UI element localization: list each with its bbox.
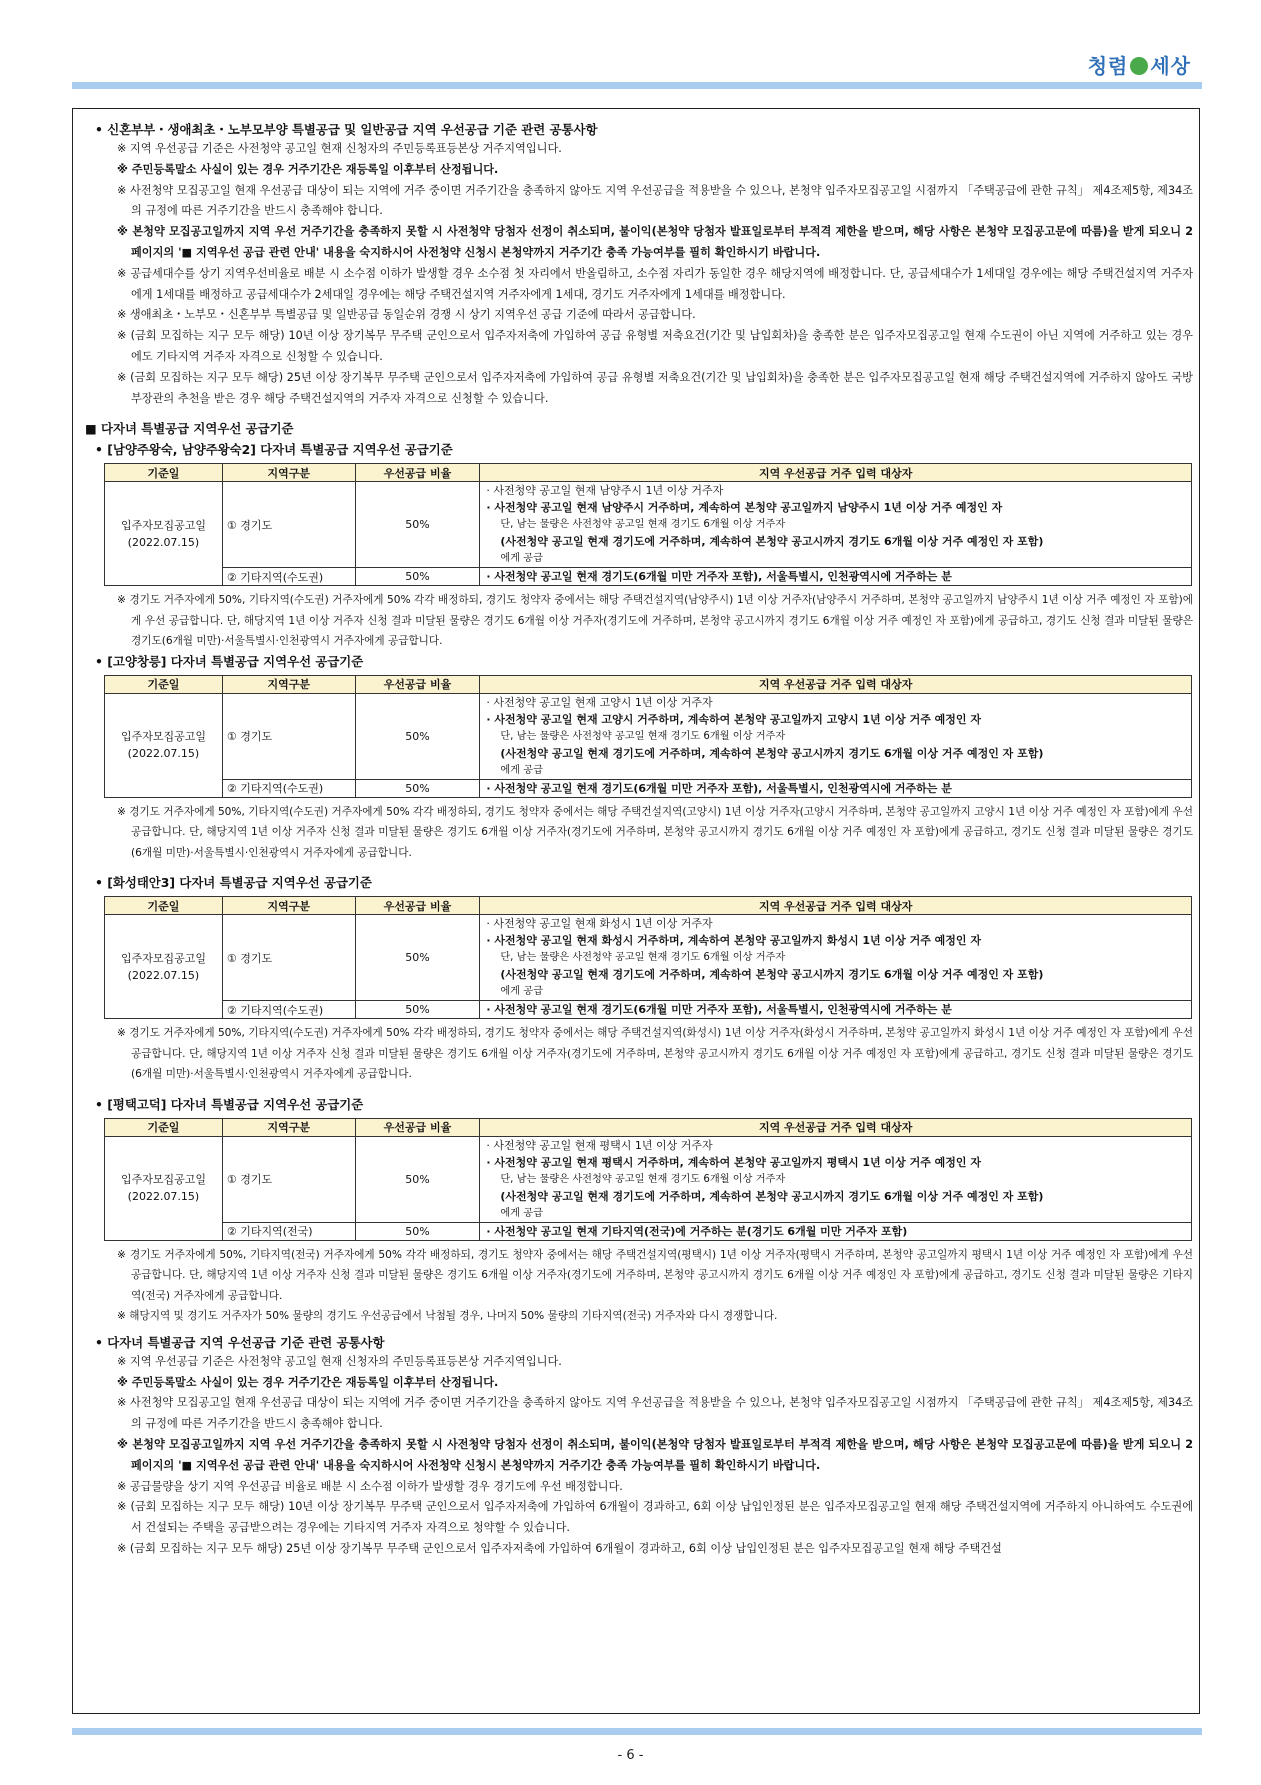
table-header-cell: 기준일 — [105, 675, 223, 693]
ratio-cell: 50% — [355, 693, 480, 779]
note-item: ※ (금회 모집하는 지구 모두 해당) 25년 이상 장기복무 무주택 군인으로서 입주자저축에 가입하여 6개월이 경과하고, 6회 이상 납입인정된 분은 입주자모집공고일 현재 해당 주택건설 — [117, 1542, 1002, 1556]
district-title: • [평택고덕] 다자녀 특별공급 지역우선 공급기준 — [95, 1096, 364, 1112]
top-rule — [72, 82, 1202, 89]
target-line: · 사전청약 공고일 현재 평택시 1년 이상 거주자 — [486, 1138, 713, 1152]
table-header-cell: 우선공급 비율 — [355, 897, 480, 915]
target-line: · 사전청약 공고일 현재 기타지역(전국)에 거주하는 분(경기도 6개월 미만 거주자 포함) — [486, 1224, 908, 1238]
base-date-value: (2022.07.15) — [127, 1190, 200, 1204]
table-header-cell: 우선공급 비율 — [355, 464, 480, 482]
multi-common-section-title: • 다자녀 특별공급 지역 우선공급 기준 관련 공통사항 — [95, 1334, 385, 1350]
table-header-cell: 지역 우선공급 거주 입력 대상자 — [480, 675, 1192, 693]
common-section-title: • 신혼부부・생애최초・노부모부양 특별공급 및 일반공급 지역 우선공급 기준 관련 공통사항 — [95, 122, 598, 137]
base-date-label: 입주자모집공고일 — [120, 1173, 206, 1187]
ratio-cell: 50% — [355, 1136, 480, 1222]
note-item: ※ 공급물량을 상기 지역 우선공급 비율로 배분 시 소수점 이하가 발생할 경우 경기도에 우선 배정합니다. — [117, 1479, 623, 1493]
note-item: ※ (금회 모집하는 지구 모두 해당) 25년 이상 장기복무 무주택 군인으로서 입주자저축에 가입하여 공급 유형별 저축요건(기간 및 납입회차)을 충족한 분은 입주자모집공고일 현재 해당 주택건설지역에 거주하지 않아도 국방부장관의 추천을 받은 경우 해당 주택건설지역의 거주자 자격으로 신청할 수 있습니다. — [117, 370, 1193, 405]
region-cell: ② 기타지역(전국) — [222, 1222, 355, 1240]
target-line: (사전청약 공고일 현재 경기도에 거주하며, 계속하여 본청약 공고시까지 경기도 6개월 이상 거주 예정인 자 포함) — [500, 535, 1044, 549]
target-cell — [480, 693, 1192, 779]
region-cell: ① 경기도 — [222, 693, 355, 779]
note-item: ※ 지역 우선공급 기준은 사전청약 공고일 현재 신청자의 주민등록표등본상 거주지역입니다. — [117, 142, 562, 155]
target-line: 에게 공급 — [500, 1207, 543, 1219]
note-item: ※ 주민등록말소 사실이 있는 경우 거주기간은 재등록일 이후부터 산정됩니다. — [117, 162, 499, 176]
region-cell: ① 경기도 — [222, 1136, 355, 1222]
base-date-cell — [105, 482, 223, 586]
table-header-cell: 지역구분 — [222, 897, 355, 915]
note-item: ※ 주민등록말소 사실이 있는 경우 거주기간은 재등록일 이후부터 산정됩니다. — [117, 1375, 499, 1389]
district-note: ※ 경기도 거주자에게 50%, 기타지역(수도권) 거주자에게 50% 각각 배정하되, 경기도 청약자 중에서는 해당 주택건설지역(화성시) 1년 이상 거주자(화성시 거주하며, 본청약 공고일까지 화성시 1년 이상 거주 예정인 자 포함)에게 우선 공급합니다. 단, 해당지역 1년 이상 거주자 신청 결과 미달된 물량은 경기도 6개월 이상 거주자(경기도에 거주하며, 본청약 공고시까지 경기도 6개월 이상 거주 예정인 자 포함)에게 공급하고, 경기도 신청 결과 미달된 물량은 경기도(6개월 미만)·서울특별시·인천광역시 거주자에게 공급합니다. — [117, 1027, 1193, 1081]
target-cell — [480, 779, 1192, 797]
target-cell — [480, 482, 1192, 568]
target-line: 에게 공급 — [500, 553, 543, 565]
note-item: ※ 본청약 모집공고일까지 지역 우선 거주기간을 충족하지 못할 시 사전청약 당첨자 선정이 취소되며, 불이익(본청약 당첨자 발표일로부터 부적격 제한을 받으며, 해당 사항은 본청약 모집공고문에 따름)을 받게 되오니 2페이지의 '■ 지역우선 공급 관련 안내' 내용을 숙지하시어 사전청약 신청시 본청약까지 거주기간 충족 가능여부를 필히 확인하시기 바랍니다. — [117, 1438, 1193, 1472]
target-line: 단, 남는 물량은 사전청약 공고일 현재 경기도 6개월 이상 거주자 — [500, 519, 786, 531]
target-line: · 사전청약 공고일 현재 남양주시 1년 이상 거주자 — [486, 484, 724, 498]
base-date-cell — [105, 693, 223, 797]
integrity-logo — [1088, 50, 1191, 79]
common-notes — [83, 139, 1193, 409]
target-line: · 사전청약 공고일 현재 고양시 1년 이상 거주자 — [486, 695, 713, 709]
multi-child-section-title: ■ 다자녀 특별공급 지역우선 공급기준 — [85, 421, 294, 437]
region-cell: ② 기타지역(수도권) — [222, 568, 355, 586]
base-date-value: (2022.07.15) — [127, 968, 200, 982]
target-line: · 사전청약 공고일 현재 경기도(6개월 미만 거주자 포함), 서울특별시, 인천광역시에 거주하는 분 — [486, 781, 952, 795]
target-line: · 사전청약 공고일 현재 남양주시 거주하며, 계속하여 본청약 공고일까지 남양주시 1년 이상 거주 예정인 자 — [486, 501, 1003, 515]
logo-text-left: 청렴 — [1087, 54, 1129, 78]
table-header-cell: 지역 우선공급 거주 입력 대상자 — [480, 464, 1192, 482]
ratio-cell: 50% — [355, 915, 480, 1001]
note-item: ※ 지역 우선공급 기준은 사전청약 공고일 현재 신청자의 주민등록표등본상 거주지역입니다. — [117, 1354, 562, 1368]
target-line: (사전청약 공고일 현재 경기도에 거주하며, 계속하여 본청약 공고시까지 경기도 6개월 이상 거주 예정인 자 포함) — [500, 968, 1044, 982]
supply-table — [104, 896, 1192, 1019]
bottom-rule — [72, 1728, 1202, 1735]
target-line: · 사전청약 공고일 현재 화성시 거주하며, 계속하여 본청약 공고일까지 화성시 1년 이상 거주 예정인 자 — [486, 934, 982, 948]
logo-text-right: 세상 — [1150, 54, 1191, 78]
target-line: 에게 공급 — [500, 764, 543, 776]
district-note: ※ 경기도 거주자에게 50%, 기타지역(수도권) 거주자에게 50% 각각 배정하되, 경기도 청약자 중에서는 해당 주택건설지역(남양주시) 1년 이상 거주자(남양주시 거주하며, 본청약 공고일까지 남양주시 1년 이상 거주 예정인 자 포함)에게 우선 공급합니다. 단, 해당지역 1년 이상 거주자 신청 결과 미달된 물량은 경기도 6개월 이상 거주자(경기도에 거주하며, 본청약 공고시까지 경기도 6개월 이상 거주 예정인 자 포함)에게 공급하고, 경기도 신청 결과 미달된 물량은 경기도(6개월 미만)·서울특별시·인천광역시 거주자에게 공급합니다. — [117, 594, 1193, 648]
target-line: · 사전청약 공고일 현재 경기도(6개월 미만 거주자 포함), 서울특별시, 인천광역시에 거주하는 분 — [486, 1003, 952, 1017]
base-date-cell — [105, 915, 223, 1019]
note-item: ※ 사전청약 모집공고일 현재 우선공급 대상이 되는 지역에 거주 중이면 거주기간을 충족하지 않아도 지역 우선공급을 적용받을 수 있으나, 본청약 입주자모집공고일 시점까지 「주택공급에 관한 규칙」 제4조제5항, 제34조의 규정에 따른 거주기간을 반드시 충족해야 합니다. — [117, 183, 1193, 218]
base-date-value: (2022.07.15) — [127, 535, 200, 549]
target-cell — [480, 915, 1192, 1001]
target-line: 단, 남는 물량은 사전청약 공고일 현재 경기도 6개월 이상 거주자 — [500, 952, 786, 964]
target-line: (사전청약 공고일 현재 경기도에 거주하며, 계속하여 본청약 공고시까지 경기도 6개월 이상 거주 예정인 자 포함) — [500, 746, 1044, 760]
table-header-cell: 우선공급 비율 — [355, 1118, 480, 1136]
region-cell: ① 경기도 — [222, 482, 355, 568]
table-header-cell: 지역구분 — [222, 464, 355, 482]
target-line: · 사전청약 공고일 현재 고양시 거주하며, 계속하여 본청약 공고일까지 고양시 1년 이상 거주 예정인 자 — [486, 712, 982, 726]
target-line: 단, 남는 물량은 사전청약 공고일 현재 경기도 6개월 이상 거주자 — [500, 730, 786, 742]
target-line: · 사전청약 공고일 현재 평택시 거주하며, 계속하여 본청약 공고일까지 평택시 1년 이상 거주 예정인 자 — [486, 1155, 982, 1169]
district-note: ※ 해당지역 및 경기도 거주자가 50% 물량의 경기도 우선공급에서 낙첨될 경우, 나머지 50% 물량의 기타지역(전국) 거주자와 다시 경쟁합니다. — [117, 1310, 778, 1323]
district-sections — [83, 440, 1193, 1327]
supply-table — [104, 463, 1192, 586]
note-item: ※ 생애최초・노부모・신혼부부 특별공급 및 일반공급 동일순위 경쟁 시 상기 지역우선 공급 기준에 따라서 공급합니다. — [117, 308, 696, 322]
table-header-cell: 지역 우선공급 거주 입력 대상자 — [480, 897, 1192, 915]
target-line: · 사전청약 공고일 현재 화성시 1년 이상 거주자 — [486, 917, 713, 931]
region-cell: ② 기타지역(수도권) — [222, 779, 355, 797]
page-content — [83, 112, 1193, 1560]
region-cell: ② 기타지역(수도권) — [222, 1001, 355, 1019]
table-header-cell: 기준일 — [105, 464, 223, 482]
table-header-cell: 지역 우선공급 거주 입력 대상자 — [480, 1118, 1192, 1136]
region-cell: ① 경기도 — [222, 915, 355, 1001]
district-title: • [남양주왕숙, 남양주왕숙2] 다자녀 특별공급 지역우선 공급기준 — [95, 442, 453, 458]
ratio-cell: 50% — [355, 1222, 480, 1240]
note-item: ※ 본청약 모집공고일까지 지역 우선 거주기간을 충족하지 못할 시 사전청약 당첨자 선정이 취소되며, 불이익(본청약 당첨자 발표일로부터 부적격 제한을 받으며, 해당 사항은 본청약 모집공고문에 따름)을 받게 되오니 2페이지의 '■ 지역우선 공급 관련 안내' 내용을 숙지하시어 사전청약 신청시 본청약까지 거주기간 충족 가능여부를 필히 확인하시기 바랍니다. — [117, 225, 1193, 259]
ratio-cell: 50% — [355, 779, 480, 797]
target-line: 에게 공급 — [500, 986, 543, 998]
target-line: (사전청약 공고일 현재 경기도에 거주하며, 계속하여 본청약 공고시까지 경기도 6개월 이상 거주 예정인 자 포함) — [500, 1189, 1044, 1203]
target-cell — [480, 1001, 1192, 1019]
logo-emblem-icon — [1130, 57, 1148, 75]
table-header-cell: 우선공급 비율 — [355, 675, 480, 693]
supply-table — [104, 1118, 1192, 1241]
district-note: ※ 경기도 거주자에게 50%, 기타지역(수도권) 거주자에게 50% 각각 배정하되, 경기도 청약자 중에서는 해당 주택건설지역(고양시) 1년 이상 거주자(고양시 거주하며, 본청약 공고일까지 고양시 1년 이상 거주 예정인 자 포함)에게 우선 공급합니다. 단, 해당지역 1년 이상 거주자 신청 결과 미달된 물량은 경기도 6개월 이상 거주자(경기도에 거주하며, 본청약 공고시까지 경기도 6개월 이상 거주 예정인 자 포함)에게 공급하고, 경기도 신청 결과 미달된 물량은 경기도(6개월 미만)·서울특별시·인천광역시 거주자에게 공급합니다. — [117, 805, 1193, 859]
table-header-cell: 기준일 — [105, 1118, 223, 1136]
base-date-cell — [105, 1136, 223, 1240]
target-cell — [480, 1136, 1192, 1222]
page-number: - 6 - — [617, 1748, 644, 1763]
ratio-cell: 50% — [355, 568, 480, 586]
ratio-cell: 50% — [355, 482, 480, 568]
base-date-label: 입주자모집공고일 — [120, 951, 206, 965]
supply-table — [104, 675, 1192, 798]
note-item: ※ 공급세대수를 상기 지역우선비율로 배분 시 소수점 이하가 발생할 경우 소수점 첫 자리에서 반올림하고, 소수점 자리가 동일한 경우 해당지역에 배정합니다. 단, 공급세대수가 1세대일 경우에는 해당 주택건설지역 거주자에게 1세대를 배정하고 공급세대수가 2세대일 경우에는 해당 주택건설지역 거주자에게 1세대, 경기도 거주자에게 1세대를 배정합니다. — [117, 266, 1193, 301]
multi-common-notes — [83, 1352, 1193, 1560]
table-header-cell: 지역구분 — [222, 675, 355, 693]
note-item: ※ (금회 모집하는 지구 모두 해당) 10년 이상 장기복무 무주택 군인으로서 입주자저축에 가입하여 공급 유형별 저축요건(기간 및 납입회차)을 충족한 분은 입주자모집공고일 현재 수도권이 아닌 지역에 거주하고 있는 경우에도 기타지역 거주자 자격으로 신청할 수 있습니다. — [117, 329, 1193, 363]
base-date-label: 입주자모집공고일 — [120, 518, 206, 532]
district-title: • [고양창릉] 다자녀 특별공급 지역우선 공급기준 — [95, 653, 364, 669]
ratio-cell: 50% — [355, 1001, 480, 1019]
table-header-cell: 지역구분 — [222, 1118, 355, 1136]
target-cell — [480, 568, 1192, 586]
district-note: ※ 경기도 거주자에게 50%, 기타지역(전국) 거주자에게 50% 각각 배정하되, 경기도 청약자 중에서는 해당 주택건설지역(평택시) 1년 이상 거주자(평택시 거주하며, 본청약 공고일까지 평택시 1년 이상 거주 예정인 자 포함)에게 우선 공급합니다. 단, 해당지역 1년 이상 거주자 신청 결과 미달된 물량은 경기도 6개월 이상 거주자(경기도에 거주하며, 본청약 공고시까지 경기도 6개월 이상 거주 예정인 자 포함)에게 공급하고, 경기도 신청 결과 미달된 물량은 기타지역(전국) 거주자에게 공급합니다. — [117, 1248, 1193, 1302]
target-line: 단, 남는 물량은 사전청약 공고일 현재 경기도 6개월 이상 거주자 — [500, 1173, 786, 1185]
note-item: ※ 사전청약 모집공고일 현재 우선공급 대상이 되는 지역에 거주 중이면 거주기간을 충족하지 않아도 지역 우선공급을 적용받을 수 있으나, 본청약 입주자모집공고일 시점까지 「주택공급에 관한 규칙」 제4조제5항, 제34조의 규정에 따른 거주기간을 반드시 충족해야 합니다. — [117, 1396, 1193, 1431]
target-cell — [480, 1222, 1192, 1240]
table-header-cell: 기준일 — [105, 897, 223, 915]
note-item: ※ (금회 모집하는 지구 모두 해당) 10년 이상 장기복무 무주택 군인으로서 입주자저축에 가입하여 6개월이 경과하고, 6회 이상 납입인정된 분은 입주자모집공고일 현재 해당 주택건설지역에 거주하지 아니하여도 수도권에서 건설되는 주택을 공급받으려는 경우에는 기타지역 거주자 자격으로 청약할 수 있습니다. — [117, 1500, 1193, 1535]
base-date-label: 입주자모집공고일 — [120, 730, 206, 744]
target-line: · 사전청약 공고일 현재 경기도(6개월 미만 거주자 포함), 서울특별시, 인천광역시에 거주하는 분 — [486, 570, 952, 584]
district-title: • [화성태안3] 다자녀 특별공급 지역우선 공급기준 — [95, 875, 372, 891]
base-date-value: (2022.07.15) — [127, 747, 200, 761]
